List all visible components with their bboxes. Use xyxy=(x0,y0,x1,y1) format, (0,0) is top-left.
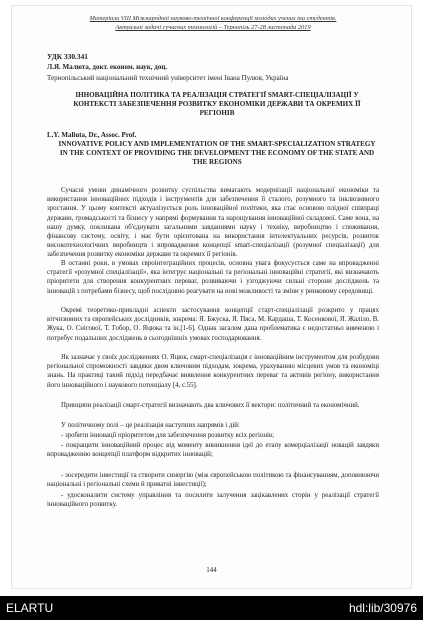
title-ua: ІННОВАЦІЙНА ПОЛІТИКА ТА РЕАЛІЗАЦІЯ СТРАТЕГІЇ SMART-СПЕЦІАЛІЗАЦІЇ У КОНТЕКСТІ ЗАБЕЗПЕЧЕННЯ РОЗВИТКУ ЕКОНОМІКИ ДЕРЖАВИ ТА ОКРЕМИХ ЇЇ РЕГІОНІВ xyxy=(73,91,361,117)
paragraph-2: В останні роки, в умовах євроінтеграційних процесів, основна увага фокусується саме на впровадженні стратегії «розумної спеціалізації», яка інтегрує національні та регіональні інноваційні стратегії, які визначають пріоритети для створення конкурентних переваг, розвиваючи і узгоджуючи сильні сторони досліджень та інновацій з потребами бізнесу, щоб послідовно реагувати на нові можливості та зміни у ринковому середовищі. xyxy=(47,260,379,295)
footer-bar xyxy=(0,596,423,620)
affiliation: Тернопільський національний технічний університет імені Івана Пулюя, Україна xyxy=(47,74,289,82)
paragraph-1: Сучасні умови динамічного розвитку суспільства вимагають модернізації національної економіки та використання інноваційних підходів і інструментів для забезпечення її сталого, розумного та інклюзивного зростання. У цьому контексті актуалізується роль інноваційної політики, яка стає основою плідної співпраці держави, громадськості та бізнесу у напрямі формування та нарощування інноваційної складової. Саме вона, на нашу думку, покликана об'єднувати загальними завданнями науку і техніку, виробництво і споживання, фінансову систему, освіту, і має бути орієнтована на використання інтелектуальних ресурсів, розвиток високотехнологічних виробництв і впровадження концепції smart-спеціалізації (розумної спеціалізації) для забезпечення розвитку економіки держави та окремих її регіонів. xyxy=(47,187,379,259)
list-item-3: - зосередити інвестиції та створити синергію (між європейською політикою та фінансуванням, доповнюючи національні і регіональні схеми й приватні інвестиції); xyxy=(47,472,379,489)
list-item-1: - зробити інновації пріоритетом для забезпечення розвитку всіх регіонів; xyxy=(61,432,275,439)
author-ua: Л.Я. Малюта, докт. економ. наук, доц. xyxy=(47,63,168,71)
paragraph-3: Окремі теоретико-прикладні аспекти застосування концепції старт-спеціалізації розкрито у працях вітчизняних та європейських дослідників, зокрема: Я. Бжуска, Я. Пяса, М. Кардаша, Т. Косенкової, Я. Жаліло, В. Жука, О. Снігової, Т. Гобор, О. Яцюка та ін.[1-6]. Однак загалом дана проблематика є недостатньо вивченою і потребує подальших досліджень в сьогоднішніх умовах господарювання. xyxy=(47,307,379,342)
author-en: L.Y. Maliuta, Dr., Assoc. Prof. xyxy=(47,131,137,139)
page-number: 144 xyxy=(206,566,217,574)
paragraph-4: Як зазначає у своїх дослідженнях О. Яцюк, смарт-спеціалізація є інноваційним інструментом для розбудови регіональної спроможності завдяки двом ключовим підходам, зокрема, урахуванню місцевих умов та економіці знань. На практиці такий підхід передбачає виявлення конкурентних переваг та активів регіону, використання його інноваційного і наукового потенціалу [4, с.55]. xyxy=(47,354,379,389)
conference-header-line-2: Актуальні задачі сучасних технологій – Тернопіль 27-28 листопада 2019 xyxy=(115,24,311,31)
list-item-4: - удосконалити систему управління та посилити залучення зацікавлених сторін у реалізації стратегії інноваційного розвитку. xyxy=(47,492,379,509)
handle-identifier[interactable]: hdl:lib/30976 xyxy=(348,601,417,615)
udk-code: УДК 330.341 xyxy=(47,52,88,61)
paragraph-5: Принципи реалізації смарт-стратегії визначають два ключових її вектори: політичний та економічний. xyxy=(61,402,360,409)
repository-name: ELARTU xyxy=(6,601,54,615)
title-en: INNOVATIVE POLICY AND IMPLEMENTATION OF THE SMART-SPECIALIZATION STRATEGY IN THE CONTEXT OF PROVIDING THE DEVELOPMENT THE ECONOMY OF THE STATE AND THE REGIONS xyxy=(58,140,376,166)
list-item-2: - покращити інноваційний процес від моменту виникнення ідеї до етапу комерціалізації новацій завдяки впровадженню концепції платформ відкритих інновацій; xyxy=(47,442,379,459)
conference-header-line-1: Матеріали VIII Міжнародної науково-технічної конференції молодих учених та студентів. xyxy=(89,15,337,22)
document-page xyxy=(12,6,411,588)
paragraph-6: У політичному полі – це реалізація наступних напрямів і дій: xyxy=(61,422,240,429)
